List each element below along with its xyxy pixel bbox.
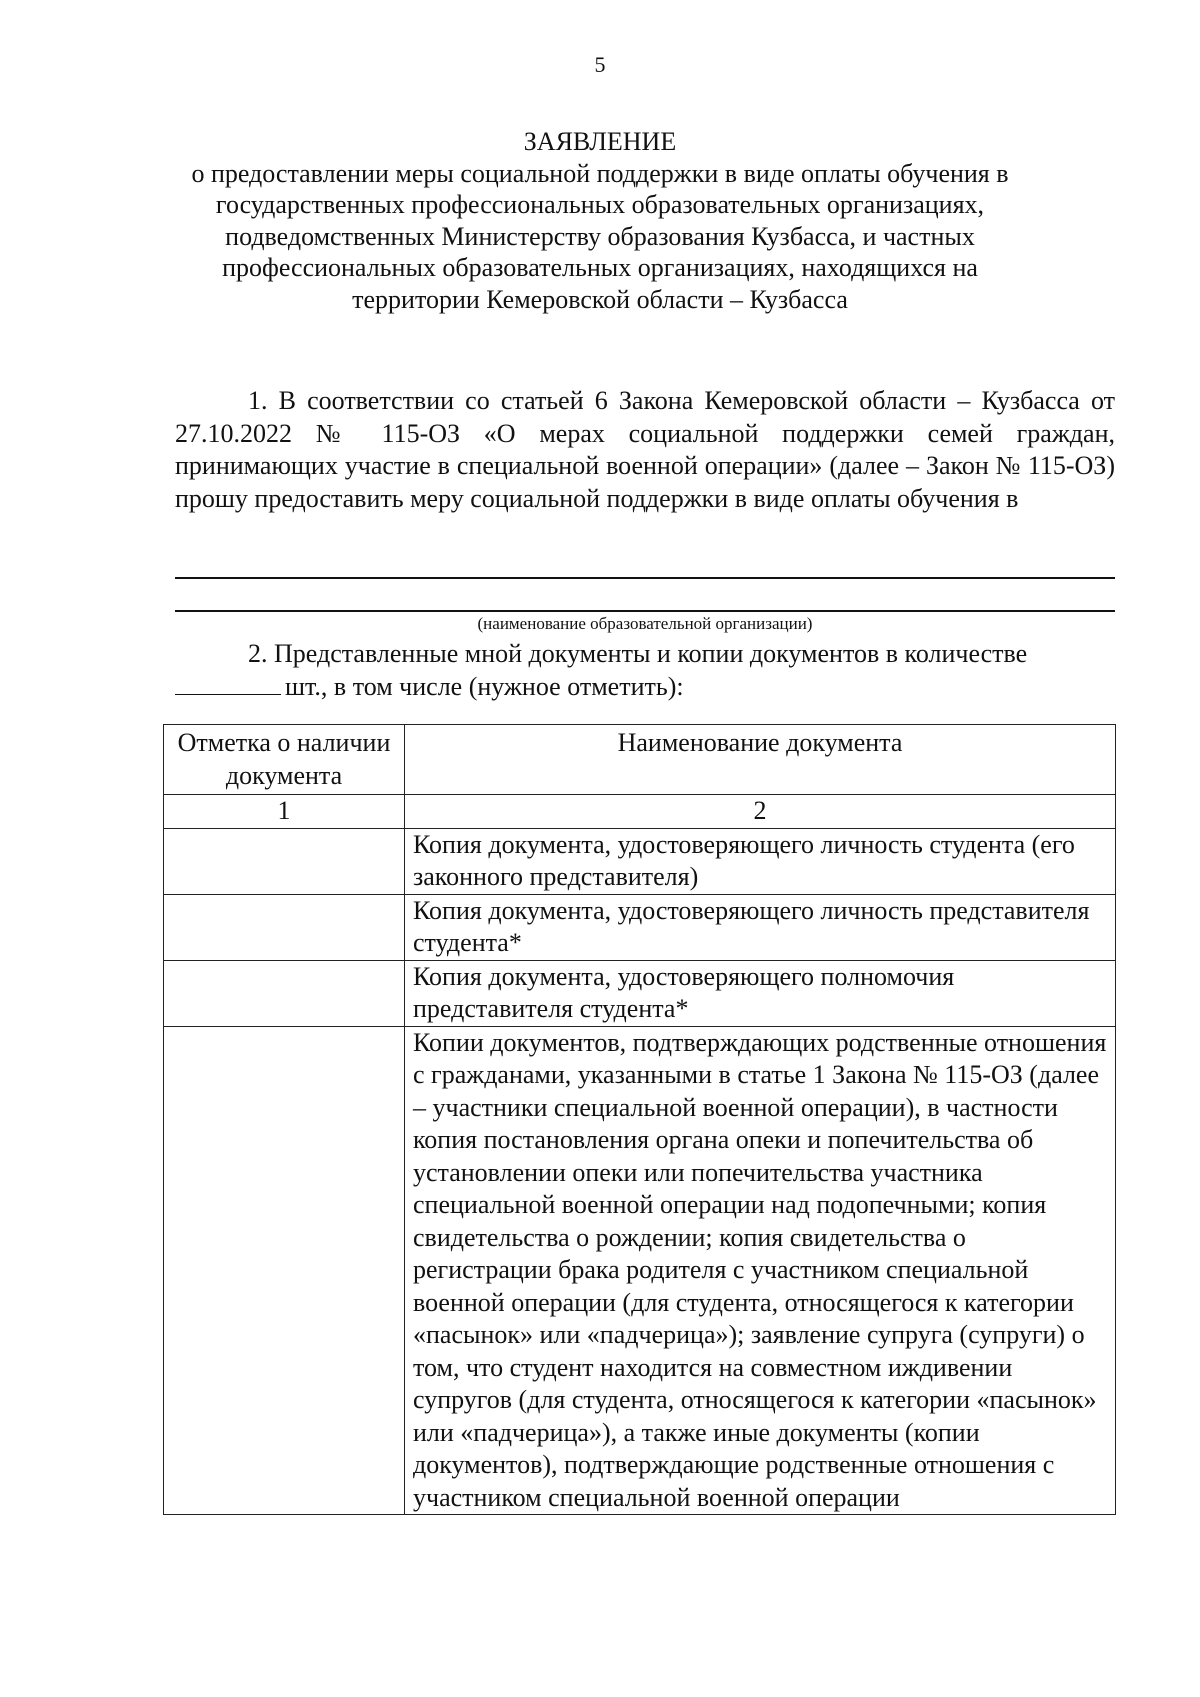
documents-table	[163, 724, 1116, 1515]
heading-line-3: подведомственных Министерству образования Кузбасса, и частных	[225, 221, 975, 251]
document-title: ЗАЯВЛЕНИЕ	[523, 127, 677, 156]
column-number-1: 1	[164, 795, 405, 829]
heading-line-5: территории Кемеровской области – Кузбасса	[352, 284, 848, 314]
table-number-row	[164, 795, 1116, 829]
paragraph-2-text: 2. Представленные мной документы и копии документов в количестве	[248, 639, 1028, 668]
page-number: 5	[594, 52, 606, 77]
document-heading	[160, 126, 1040, 315]
paragraph-2-tail: шт., в том числе (нужное отметить):	[285, 671, 684, 701]
document-name-cell: Копия документа, удостоверяющего личность представителя студента*	[405, 894, 1116, 960]
column-header-document: Наименование документа	[405, 725, 1116, 795]
heading-line-2: государственных профессиональных образовательных организациях,	[215, 190, 985, 219]
table-row	[164, 960, 1116, 1026]
paragraph-2	[175, 638, 1115, 703]
org-name-line-2[interactable]	[175, 610, 1115, 612]
mark-cell[interactable]	[164, 894, 405, 960]
column-number-2: 2	[405, 795, 1116, 829]
heading-line-4: профессиональных образовательных организациях, находящихся на	[222, 253, 978, 282]
table-header-row	[164, 725, 1116, 795]
mark-cell[interactable]	[164, 828, 405, 894]
document-name-cell: Копии документов, подтверждающих родственные отношения с гражданами, указанными в статье 1 Закона № 115-ОЗ (далее – участники специальной военной операции), в частности копия постановления органа опеки и попечительства об установлении опеки или попечительства участника специальной военной операции над подопечными; копия свидетельства о рождении; копия свидетельства о регистрации брака родителя с участником специальной военной операции (для студента, относящегося к категории «пасынок» или «падчерица»); заявление супруга (супруги) о том, что студент находится на совместном иждивении супругов (для студента, относящегося к категории «пасынок» или «падчерица»), а также иные документы (копии документов), подтверждающие родственные отношения с участником специальной военной операции	[405, 1026, 1116, 1515]
table-row	[164, 828, 1116, 894]
document-count-blank[interactable]	[175, 672, 281, 695]
column-header-mark: Отметка о наличии документа	[164, 725, 405, 795]
org-name-line-1[interactable]	[175, 577, 1115, 579]
org-name-caption: (наименование образовательной организации)	[477, 614, 813, 633]
mark-cell[interactable]	[164, 960, 405, 1026]
document-name-cell: Копия документа, удостоверяющего личность студента (его законного представителя)	[405, 828, 1116, 894]
paragraph-1: 1. В соответствии со статьей 6 Закона Кемеровской области – Кузбасса от 27.10.2022 № 115-ОЗ «О мерах социальной поддержки семей граждан, принимающих участие в специальной военной операции» (далее – Закон № 115-ОЗ) прошу предоставить меру социальной поддержки в виде оплаты обучения в	[175, 386, 1115, 513]
heading-line-1: о предоставлении меры социальной поддержки в виде оплаты обучения в	[191, 158, 1009, 188]
table-row	[164, 894, 1116, 960]
document-name-cell: Копия документа, удостоверяющего полномочия представителя студента*	[405, 960, 1116, 1026]
table-row	[164, 1026, 1116, 1515]
mark-cell[interactable]	[164, 1026, 405, 1515]
